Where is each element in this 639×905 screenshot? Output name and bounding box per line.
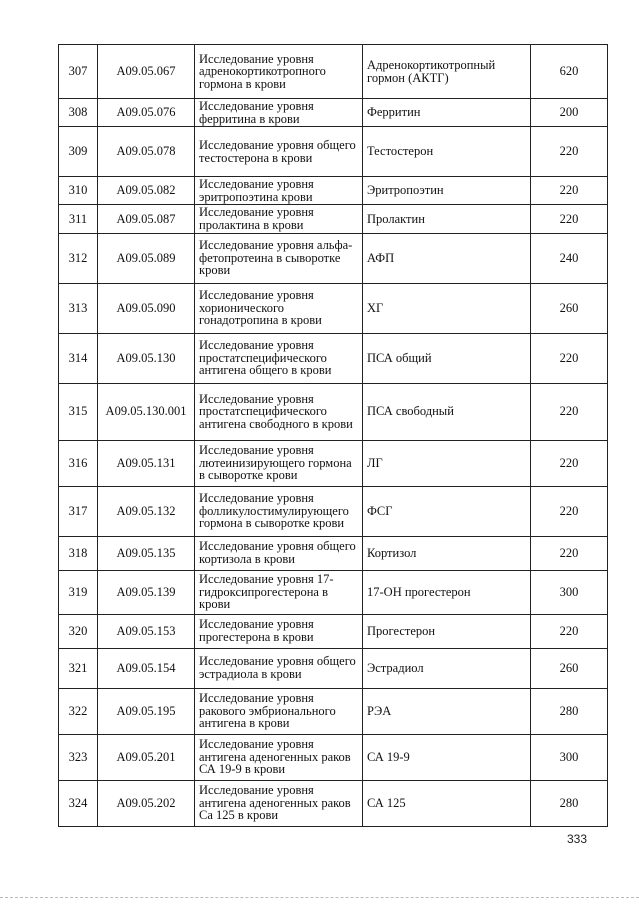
price-cell: 240 (531, 233, 608, 283)
table-row (59, 734, 608, 780)
study-name-cell: Исследование уровня простатспецифического антигена свободного в крови (195, 383, 363, 440)
study-name-cell: Исследование уровня эритропоэтина крови (195, 177, 363, 205)
table-row (59, 486, 608, 536)
price-cell: 260 (531, 283, 608, 333)
analyte-name-cell: Тестостерон (363, 127, 531, 177)
analyte-name-cell: Эстрадиол (363, 648, 531, 688)
table-row (59, 570, 608, 614)
service-code-cell: A09.05.130.001 (98, 383, 195, 440)
service-code-cell: A09.05.135 (98, 536, 195, 570)
study-name-cell: Исследование уровня лютеинизирующего гормона в сыворотке крови (195, 440, 363, 486)
table-row (59, 127, 608, 177)
price-cell: 280 (531, 688, 608, 734)
table-row (59, 333, 608, 383)
service-code-cell: A09.05.078 (98, 127, 195, 177)
row-number-cell: 313 (59, 283, 98, 333)
table-row (59, 99, 608, 127)
study-name-cell: Исследование уровня адренокортикотропного гормона в крови (195, 45, 363, 99)
analyte-name-cell: ЛГ (363, 440, 531, 486)
row-number-cell: 323 (59, 734, 98, 780)
table-row (59, 177, 608, 205)
row-number-cell: 308 (59, 99, 98, 127)
analyte-name-cell: Прогестерон (363, 614, 531, 648)
table-row (59, 45, 608, 99)
analyte-name-cell: 17-ОН прогестерон (363, 570, 531, 614)
service-code-cell: A09.05.089 (98, 233, 195, 283)
price-cell: 220 (531, 127, 608, 177)
service-code-cell: A09.05.153 (98, 614, 195, 648)
row-number-cell: 316 (59, 440, 98, 486)
row-number-cell: 318 (59, 536, 98, 570)
analyte-name-cell: ПСА общий (363, 333, 531, 383)
price-cell: 260 (531, 648, 608, 688)
table-row (59, 440, 608, 486)
row-number-cell: 324 (59, 780, 98, 826)
study-name-cell: Исследование уровня прогестерона в крови (195, 614, 363, 648)
service-code-cell: A09.05.076 (98, 99, 195, 127)
service-code-cell: A09.05.087 (98, 205, 195, 233)
study-name-cell: Исследование уровня ферритина в крови (195, 99, 363, 127)
scan-edge-line (0, 897, 639, 899)
service-code-cell: A09.05.067 (98, 45, 195, 99)
study-name-cell: Исследование уровня общего эстрадиола в крови (195, 648, 363, 688)
service-code-cell: A09.05.139 (98, 570, 195, 614)
analyte-name-cell: АФП (363, 233, 531, 283)
row-number-cell: 309 (59, 127, 98, 177)
analyte-name-cell: Ферритин (363, 99, 531, 127)
price-cell: 220 (531, 333, 608, 383)
row-number-cell: 314 (59, 333, 98, 383)
table-row (59, 688, 608, 734)
analyte-name-cell: Пролактин (363, 205, 531, 233)
price-cell: 220 (531, 177, 608, 205)
analyte-name-cell: СА 125 (363, 780, 531, 826)
analyte-name-cell: Эритропоэтин (363, 177, 531, 205)
table-row (59, 780, 608, 826)
table-row (59, 648, 608, 688)
service-code-cell: A09.05.154 (98, 648, 195, 688)
row-number-cell: 310 (59, 177, 98, 205)
study-name-cell: Исследование уровня общего тестостерона в крови (195, 127, 363, 177)
study-name-cell: Исследование уровня пролактина в крови (195, 205, 363, 233)
price-list-table (58, 44, 608, 827)
price-cell: 620 (531, 45, 608, 99)
table-row (59, 205, 608, 233)
study-name-cell: Исследование уровня 17-гидроксипрогестерона в крови (195, 570, 363, 614)
analyte-name-cell: ПСА свободный (363, 383, 531, 440)
price-cell: 220 (531, 440, 608, 486)
study-name-cell: Исследование уровня простатспецифического антигена общего в крови (195, 333, 363, 383)
study-name-cell: Исследование уровня хорионического гонадотропина в крови (195, 283, 363, 333)
analyte-name-cell: Адренокортикотропный гормон (АКТГ) (363, 45, 531, 99)
analyte-name-cell: ФСГ (363, 486, 531, 536)
price-cell: 280 (531, 780, 608, 826)
study-name-cell: Исследование уровня альфа-фетопротеина в сыворотке крови (195, 233, 363, 283)
study-name-cell: Исследование уровня фолликулостимулирующего гормона в сыворотке крови (195, 486, 363, 536)
table-body (59, 45, 608, 827)
study-name-cell: Исследование уровня ракового эмбрионального антигена в крови (195, 688, 363, 734)
price-cell: 220 (531, 536, 608, 570)
service-code-cell: A09.05.090 (98, 283, 195, 333)
study-name-cell: Исследование уровня антигена аденогенных раков СА 19-9 в крови (195, 734, 363, 780)
table-row (59, 283, 608, 333)
analyte-name-cell: Кортизол (363, 536, 531, 570)
row-number-cell: 312 (59, 233, 98, 283)
table-row (59, 383, 608, 440)
row-number-cell: 320 (59, 614, 98, 648)
price-cell: 300 (531, 734, 608, 780)
page-number: 333 (567, 832, 588, 846)
table-row (59, 536, 608, 570)
price-cell: 220 (531, 614, 608, 648)
price-cell: 220 (531, 383, 608, 440)
service-code-cell: A09.05.201 (98, 734, 195, 780)
table-row (59, 614, 608, 648)
price-cell: 300 (531, 570, 608, 614)
analyte-name-cell: СА 19-9 (363, 734, 531, 780)
study-name-cell: Исследование уровня антигена аденогенных раков Са 125 в крови (195, 780, 363, 826)
row-number-cell: 317 (59, 486, 98, 536)
row-number-cell: 321 (59, 648, 98, 688)
service-code-cell: A09.05.202 (98, 780, 195, 826)
service-code-cell: A09.05.130 (98, 333, 195, 383)
row-number-cell: 319 (59, 570, 98, 614)
service-code-cell: A09.05.132 (98, 486, 195, 536)
price-cell: 220 (531, 205, 608, 233)
study-name-cell: Исследование уровня общего кортизола в крови (195, 536, 363, 570)
analyte-name-cell: ХГ (363, 283, 531, 333)
table-row (59, 233, 608, 283)
price-cell: 220 (531, 486, 608, 536)
row-number-cell: 307 (59, 45, 98, 99)
service-code-cell: A09.05.195 (98, 688, 195, 734)
row-number-cell: 311 (59, 205, 98, 233)
analyte-name-cell: РЭА (363, 688, 531, 734)
row-number-cell: 322 (59, 688, 98, 734)
row-number-cell: 315 (59, 383, 98, 440)
service-code-cell: A09.05.082 (98, 177, 195, 205)
price-cell: 200 (531, 99, 608, 127)
service-code-cell: A09.05.131 (98, 440, 195, 486)
